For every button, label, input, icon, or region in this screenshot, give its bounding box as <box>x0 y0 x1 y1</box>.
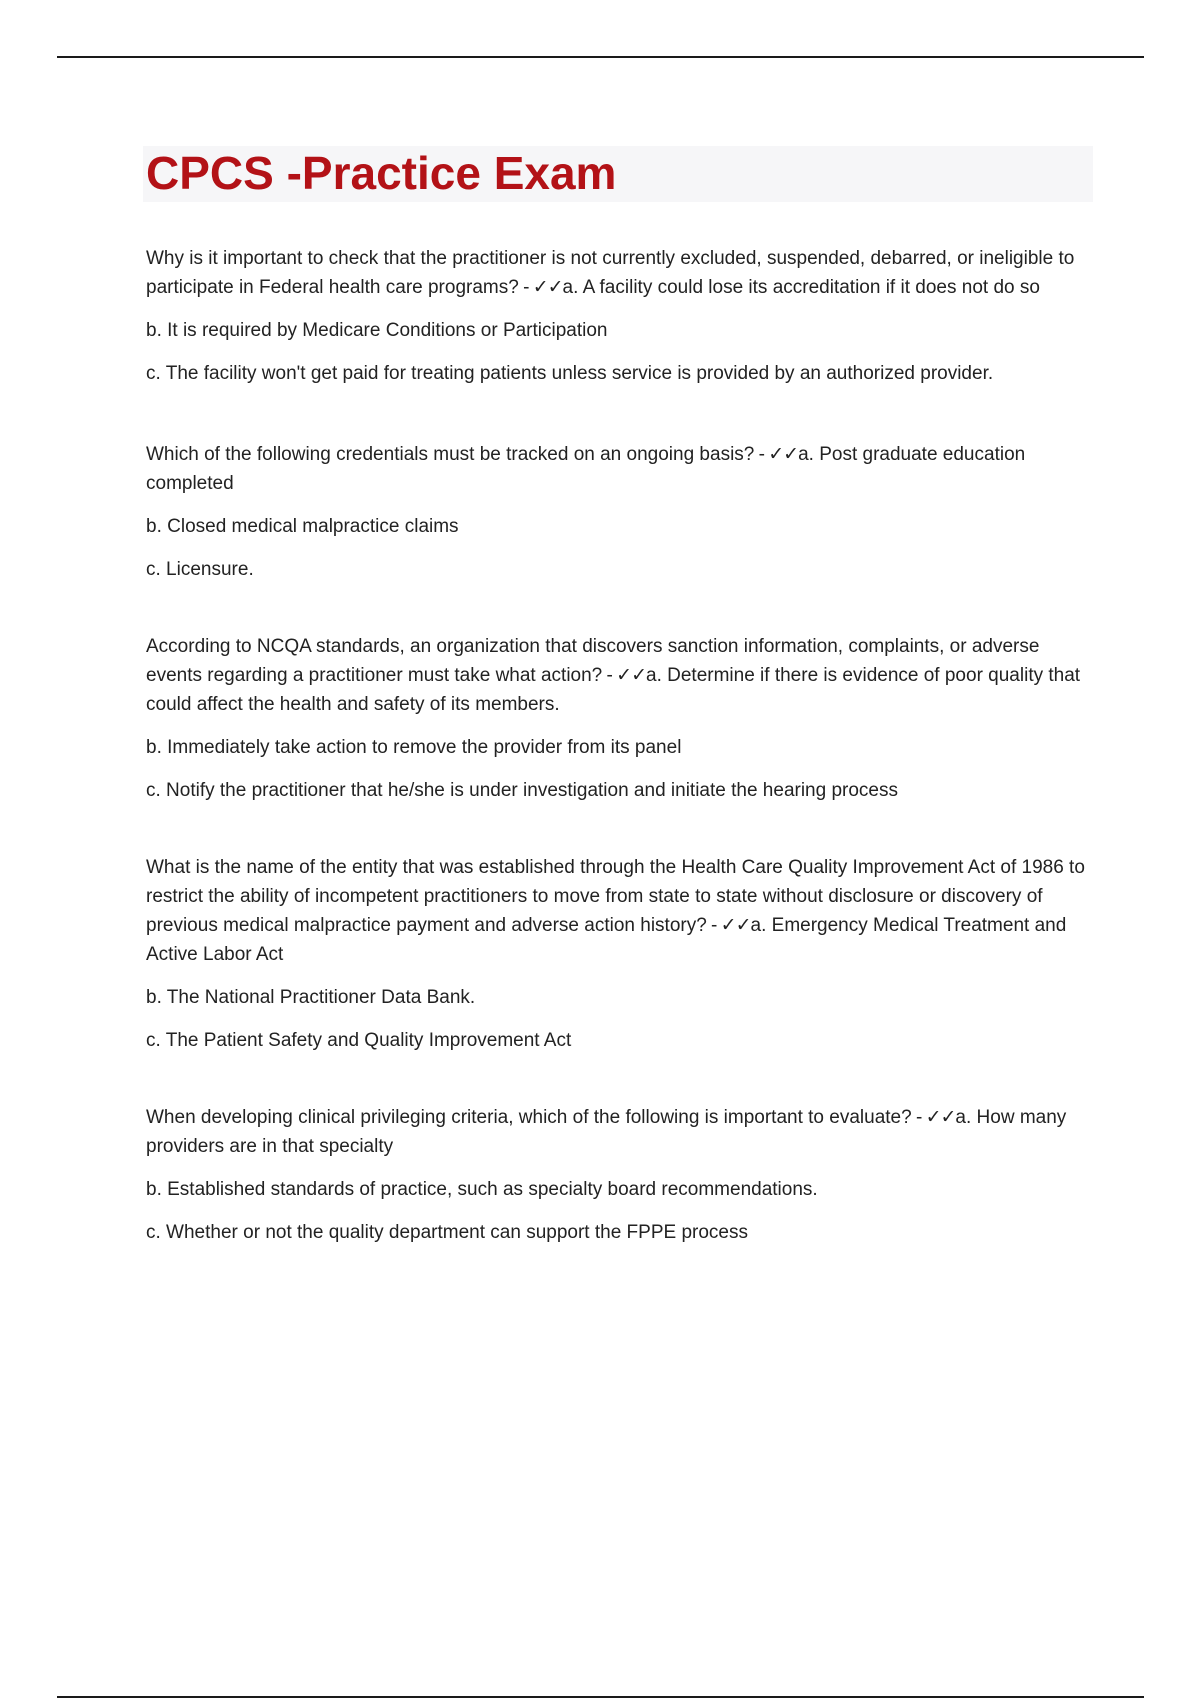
question-block-2 <box>146 440 1096 584</box>
question-text <box>146 632 1096 719</box>
question-prompt: According to NCQA standards, an organization that discovers sanction information, complaints, or adverse events regarding a practitioner must take what action? <box>146 636 1040 686</box>
answer-check-icon: - ✓✓ <box>518 277 563 298</box>
question-prompt: Why is it important to check that the practitioner is not currently excluded, suspended, debarred, or ineligible to participate in Federal health care programs? <box>146 248 1075 298</box>
answer-check-icon: - ✓✓ <box>706 915 751 936</box>
page-title: CPCS -Practice Exam <box>146 147 617 199</box>
question-text <box>146 440 1096 498</box>
answer-check-icon: - ✓✓ <box>911 1107 956 1128</box>
question-text <box>146 853 1096 969</box>
top-rule <box>57 56 1144 58</box>
answer-option-b: b. It is required by Medicare Conditions or Participation <box>146 320 608 341</box>
question-text <box>146 1103 1096 1161</box>
answer-option-c: c. Whether or not the quality department can support the FPPE process <box>146 1222 748 1243</box>
question-prompt: What is the name of the entity that was established through the Health Care Quality Improvement Act of 1986 to restrict the ability of incompetent practitioners to move from state to state without disclosure or discovery of previous medical malpractice payment and adverse action history? <box>146 857 1085 936</box>
question-list <box>146 244 1096 1247</box>
answer-check-icon: - ✓✓ <box>754 444 799 465</box>
question-block-3 <box>146 632 1096 805</box>
answer-option-b: b. Immediately take action to remove the provider from its panel <box>146 737 682 758</box>
bottom-rule <box>57 1696 1144 1698</box>
answer-option-c: c. The facility won't get paid for treating patients unless service is provided by an authorized provider. <box>146 363 994 384</box>
question-block-1 <box>146 244 1096 388</box>
answer-option-a: a. How many providers are in that specialty <box>146 1107 1067 1157</box>
answer-option-c: c. Licensure. <box>146 559 254 580</box>
question-block-5 <box>146 1103 1096 1247</box>
answer-check-icon: - ✓✓ <box>602 665 646 686</box>
answer-option-a: a. A facility could lose its accreditation if it does not do so <box>562 277 1040 298</box>
answer-option-b: b. Closed medical malpractice claims <box>146 516 459 537</box>
answer-option-b: b. The National Practitioner Data Bank. <box>146 987 476 1008</box>
question-prompt: When developing clinical privileging criteria, which of the following is important to evaluate? <box>146 1107 912 1128</box>
question-block-4 <box>146 853 1096 1055</box>
answer-option-a: a. Post graduate education completed <box>146 444 1026 494</box>
answer-option-a: a. Emergency Medical Treatment and Active Labor Act <box>146 915 1067 965</box>
question-text <box>146 244 1096 302</box>
answer-option-c: c. Notify the practitioner that he/she is under investigation and initiate the hearing process <box>146 780 898 801</box>
question-prompt: Which of the following credentials must be tracked on an ongoing basis? <box>146 444 755 465</box>
answer-option-a: a. Determine if there is evidence of poor quality that could affect the health and safety of its members. <box>146 665 1081 715</box>
answer-option-b: b. Established standards of practice, such as specialty board recommendations. <box>146 1179 818 1200</box>
answer-option-c: c. The Patient Safety and Quality Improvement Act <box>146 1030 572 1051</box>
